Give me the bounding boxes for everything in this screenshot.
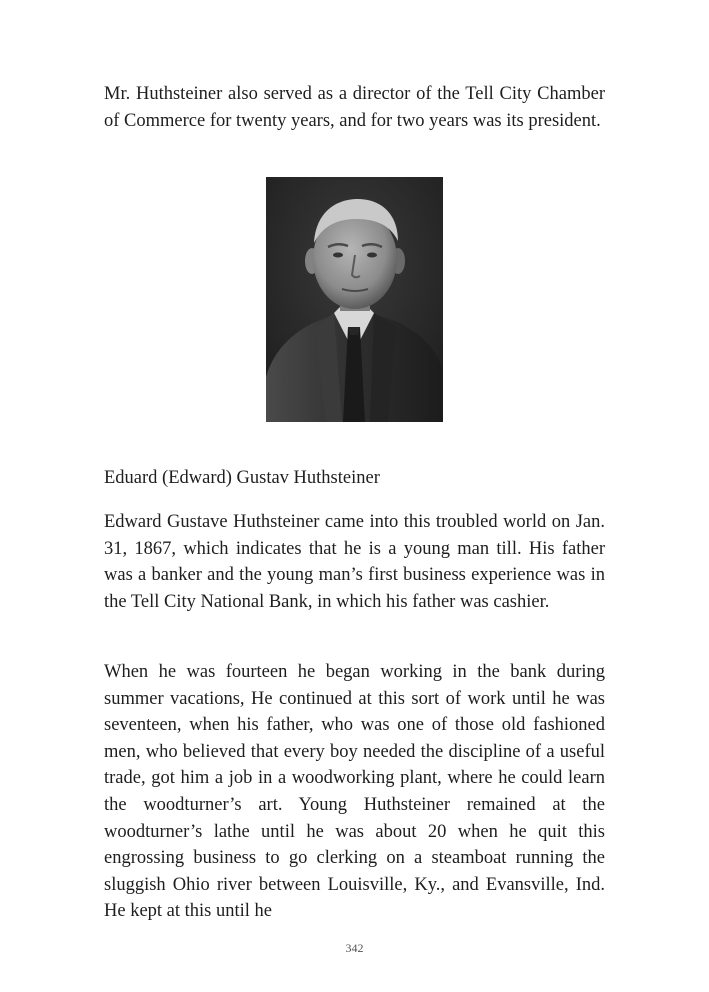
portrait-photo bbox=[266, 177, 443, 422]
biography-paragraph-1: Edward Gustave Huthsteiner came into this troubled world on Jan. 31, 1867, which indicates that he is a young man till. His father was a banker and the young man’s first business experience was in the Tell City National Bank, in which his father was cashier. bbox=[104, 512, 605, 612]
page-number: 342 bbox=[345, 941, 364, 955]
intro-paragraph: Mr. Huthsteiner also served as a director of the Tell City Chamber of Commerce for twenty years, and for two years was its president. bbox=[104, 84, 605, 131]
biography-paragraph-2: When he was fourteen he began working in the bank during summer vacations, He continued at this sort of work until he was seventeen, when his father, who was one of those old fashioned men, who believed that every boy needed the discipline of a useful trade, got him a job in a woodworking plant, where he could learn the woodturner’s art. Young Huthsteiner remained at the woodturner’s lathe until he was about 20 when he quit this engrossing business to go clerking on a steamboat running the sluggish Ohio river between Louisville, Ky., and Evansville, Ind. He kept at this until he bbox=[104, 662, 605, 922]
section-heading: Eduard (Edward) Gustav Huthsteiner bbox=[104, 468, 380, 488]
